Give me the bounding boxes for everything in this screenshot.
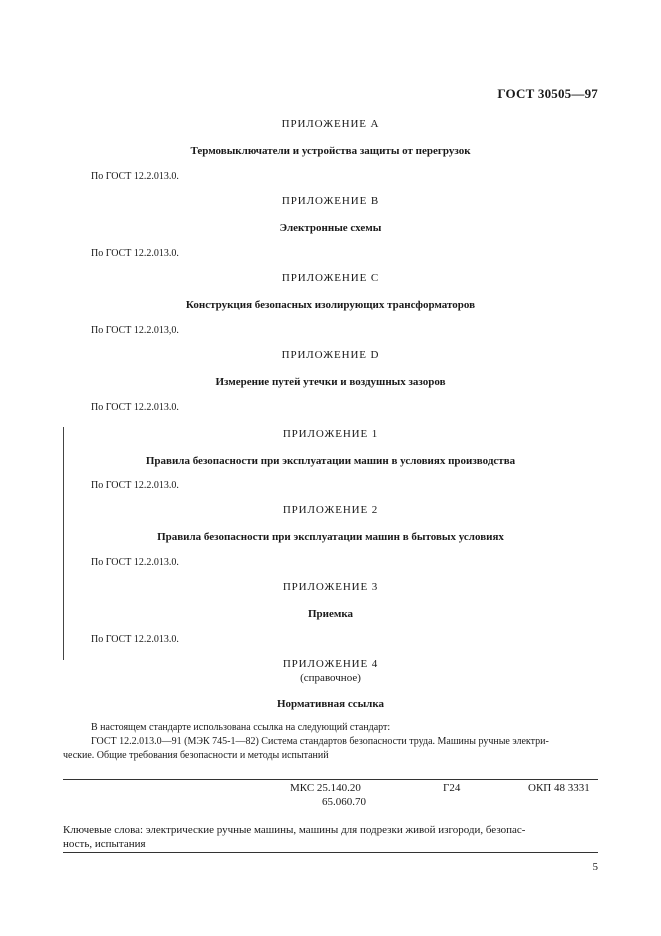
appendix-d-label: ПРИЛОЖЕНИЕ D [281, 349, 380, 361]
document-code: ГОСТ 30505—97 [497, 86, 598, 101]
appendix-2-label: ПРИЛОЖЕНИЕ 2 [282, 504, 379, 516]
appendix-4-label: ПРИЛОЖЕНИЕ 4 [282, 658, 379, 670]
appendix-b-ref: По ГОСТ 12.2.013.0. [91, 248, 179, 259]
normative-ref-standard-cont: ческие. Общие требования безопасности и методы испытаний [63, 750, 329, 761]
separator-bottom [63, 852, 598, 853]
keywords-line-1: Ключевые слова: электрические ручные машины, машины для подрезки живой изгороди, безопас- [63, 824, 526, 836]
keywords-line-2: ность, испытания [63, 838, 146, 850]
appendix-d-title: Измерение путей утечки и воздушных зазоров [215, 376, 446, 388]
appendix-c-ref: По ГОСТ 12.2.013,0. [91, 325, 179, 336]
normative-ref-intro: В настоящем стандарте использована ссылка на следующий стандарт: [91, 722, 391, 733]
appendix-2-title: Правила безопасности при эксплуатации машин в бытовых условиях [157, 531, 504, 543]
appendix-3-label: ПРИЛОЖЕНИЕ 3 [282, 581, 379, 593]
appendix-b-title: Электронные схемы [279, 222, 382, 234]
appendix-1-title: Правила безопасности при эксплуатации машин в условиях производства [145, 455, 516, 467]
appendix-4-subtitle: (справочное) [300, 672, 361, 684]
appendix-1-ref: По ГОСТ 12.2.013.0. [91, 480, 179, 491]
okp-code: ОКП 48 3331 [528, 782, 590, 794]
appendix-3-ref: По ГОСТ 12.2.013.0. [91, 634, 179, 645]
appendix-3-title: Приемка [307, 608, 354, 620]
separator-top [63, 779, 598, 780]
appendix-a-title: Термовыключатели и устройства защиты от перегрузок [190, 145, 471, 157]
appendix-d-ref: По ГОСТ 12.2.013.0. [91, 402, 179, 413]
mks-code-1: МКС 25.140.20 [290, 782, 361, 794]
appendix-b-label: ПРИЛОЖЕНИЕ В [281, 195, 380, 207]
normative-ref-standard: ГОСТ 12.2.013.0—91 (МЭК 745-1—82) Система стандартов безопасности труда. Машины ручные электри- [91, 736, 549, 747]
mks-code-2: 65.060.70 [322, 796, 366, 808]
appendix-a-ref: По ГОСТ 12.2.013.0. [91, 171, 179, 182]
appendix-4-title: Нормативная ссылка [276, 698, 385, 710]
appendix-c-title: Конструкция безопасных изолирующих трансформаторов [185, 299, 476, 311]
appendix-c-label: ПРИЛОЖЕНИЕ С [281, 272, 380, 284]
appendix-1-label: ПРИЛОЖЕНИЕ 1 [282, 428, 379, 440]
page-number: 5 [592, 861, 598, 873]
group-code: Г24 [443, 782, 461, 794]
appendix-a-label: ПРИЛОЖЕНИЕ А [281, 118, 380, 130]
appendix-2-ref: По ГОСТ 12.2.013.0. [91, 557, 179, 568]
